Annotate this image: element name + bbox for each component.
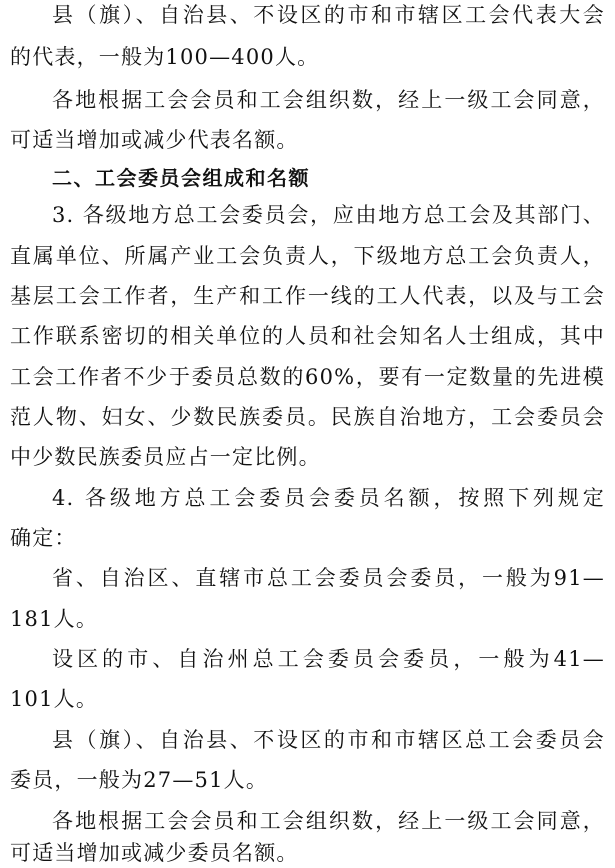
text-line: 工作联系密切的相关单位的人员和社会知名人士组成，其中 [10,324,605,348]
text-line: 181人。 [10,607,99,631]
text-line: 工会工作者不少于委员总数的60%，要有一定数量的先进模 [10,365,605,389]
text-line: 确定： [10,526,77,550]
text-line: 可适当增加或减少代表名额。 [10,128,299,152]
text-line: 的代表，一般为100—400人。 [10,45,320,69]
text-line: 直属单位、所属产业工会负责人，下级地方总工会负责人， [10,244,605,268]
text-line: 各地根据工会会员和工会组织数，经上一级工会同意， [52,88,605,112]
text-line: 范人物、妇女、少数民族委员。民族自治地方，工会委员会 [10,405,605,429]
text-line: 设区的市、自治州总工会委员会委员，一般为41— [52,647,605,671]
text-line: 4. 各级地方总工会委员会委员名额，按照下列规定 [52,486,605,510]
text-line: 3. 各级地方总工会委员会，应由地方总工会及其部门、 [52,203,605,227]
text-line: 县（旗）、自治县、不设区的市和市辖区工会代表大会 [52,3,605,27]
text-line: 委员，一般为27—51人。 [10,768,269,792]
text-line: 省、自治区、直辖市总工会委员会委员，一般为91— [52,566,605,590]
section-heading: 二、工会委员会组成和名额 [52,166,310,190]
text-line: 可适当增加或减少委员名额。 [10,841,299,865]
text-line: 中少数民族委员应占一定比例。 [10,445,321,469]
text-line: 各地根据工会会员和工会组织数，经上一级工会同意， [52,809,605,833]
text-line: 101人。 [10,687,99,711]
text-line: 县（旗）、自治县、不设区的市和市辖区总工会委员会 [52,728,605,752]
text-line: 基层工会工作者，生产和工作一线的工人代表，以及与工会 [10,284,605,308]
